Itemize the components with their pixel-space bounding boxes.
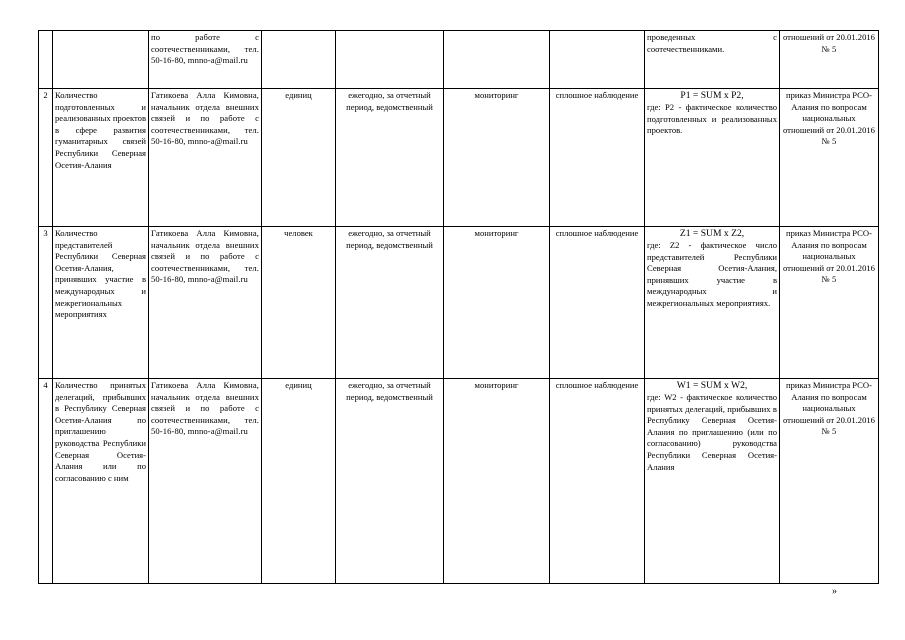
calculation-formula bbox=[645, 89, 780, 227]
responsible-person: Гатикоева Алла Кимовна, начальник отдела внешних связей и по работе с соотечественниками, тел. 50-16-80, mnno-a@mail.ru bbox=[149, 227, 262, 379]
calculation-formula bbox=[645, 31, 780, 89]
unit-of-measure: единиц bbox=[262, 379, 336, 584]
formula-description: где: W2 - фактическое количество принятых делегаций, прибывших в Республику Северная Осетия-Алания по приглашению (или по согласованию) руководства Республики Северная Осетия-Алания bbox=[647, 392, 777, 472]
indicator-table bbox=[38, 30, 879, 584]
observation-coverage: сплошное наблюдение bbox=[550, 379, 645, 584]
calculation-formula bbox=[645, 227, 780, 379]
formula-expression: W1 = SUM x W2, bbox=[676, 380, 748, 391]
closing-quote: » bbox=[832, 586, 837, 597]
collection-method: мониторинг bbox=[444, 89, 550, 227]
row-number: 4 bbox=[39, 379, 53, 584]
formula-expression: P1 = SUM x P2, bbox=[680, 90, 744, 101]
row-number bbox=[39, 31, 53, 89]
legal-basis: отношений от 20.01.2016 № 5 bbox=[780, 31, 879, 89]
table-row bbox=[39, 31, 879, 89]
table-row bbox=[39, 89, 879, 227]
indicator-name: Количество принятых делегаций, прибывших в Республику Северная Осетия-Алания по приглашению руководства Республики Северная Осетия-Алания или по согласованию с ним bbox=[53, 379, 149, 584]
indicator-name: Количество представителей Республики Северная Осетия-Алания, принявших участие в международных и межрегиональных мероприятиях bbox=[53, 227, 149, 379]
periodicity: ежегодно, за отчетный период, ведомственный bbox=[336, 379, 444, 584]
observation-coverage: сплошное наблюдение bbox=[550, 89, 645, 227]
collection-method: мониторинг bbox=[444, 379, 550, 584]
unit-of-measure bbox=[262, 31, 336, 89]
table-row bbox=[39, 379, 879, 584]
legal-basis: приказ Министра РСО-Алания по вопросам национальных отношений от 20.01.2016 № 5 bbox=[780, 227, 879, 379]
formula-description: где: Z2 - фактическое число представителей Республики Северная Осетия-Алания, принявших участие в международных и межрегиональных мероприятиях. bbox=[647, 240, 777, 308]
collection-method: мониторинг bbox=[444, 227, 550, 379]
indicator-name bbox=[53, 31, 149, 89]
collection-method bbox=[444, 31, 550, 89]
unit-of-measure: человек bbox=[262, 227, 336, 379]
periodicity: ежегодно, за отчетный период, ведомственный bbox=[336, 89, 444, 227]
responsible-person: по работе с соотечественниками, тел. 50-16-80, mnno-a@mail.ru bbox=[149, 31, 262, 89]
observation-coverage: сплошное наблюдение bbox=[550, 227, 645, 379]
formula-expression: Z1 = SUM x Z2, bbox=[679, 228, 745, 239]
indicator-name: Количество подготовленных и реализованных проектов в сфере развития гуманитарных связей Республики Северная Осетия-Алания bbox=[53, 89, 149, 227]
row-number: 2 bbox=[39, 89, 53, 227]
formula-description: где: P2 - фактическое количество подготовленных и реализованных проектов. bbox=[647, 102, 777, 136]
unit-of-measure: единиц bbox=[262, 89, 336, 227]
periodicity: ежегодно, за отчетный период, ведомственный bbox=[336, 227, 444, 379]
formula-description: проведенных с соотечественниками. bbox=[647, 32, 777, 54]
responsible-person: Гатикоева Алла Кимовна, начальник отдела внешних связей и по работе с соотечественниками, тел. 50-16-80, mnno-a@mail.ru bbox=[149, 89, 262, 227]
legal-basis: приказ Министра РСО-Алания по вопросам национальных отношений от 20.01.2016 № 5 bbox=[780, 379, 879, 584]
responsible-person: Гатикоева Алла Кимовна, начальник отдела внешних связей и по работе с соотечественниками, тел. 50-16-80, mnno-a@mail.ru bbox=[149, 379, 262, 584]
observation-coverage bbox=[550, 31, 645, 89]
legal-basis: приказ Министра РСО-Алания по вопросам национальных отношений от 20.01.2016 № 5 bbox=[780, 89, 879, 227]
periodicity bbox=[336, 31, 444, 89]
table-row bbox=[39, 227, 879, 379]
calculation-formula bbox=[645, 379, 780, 584]
row-number: 3 bbox=[39, 227, 53, 379]
